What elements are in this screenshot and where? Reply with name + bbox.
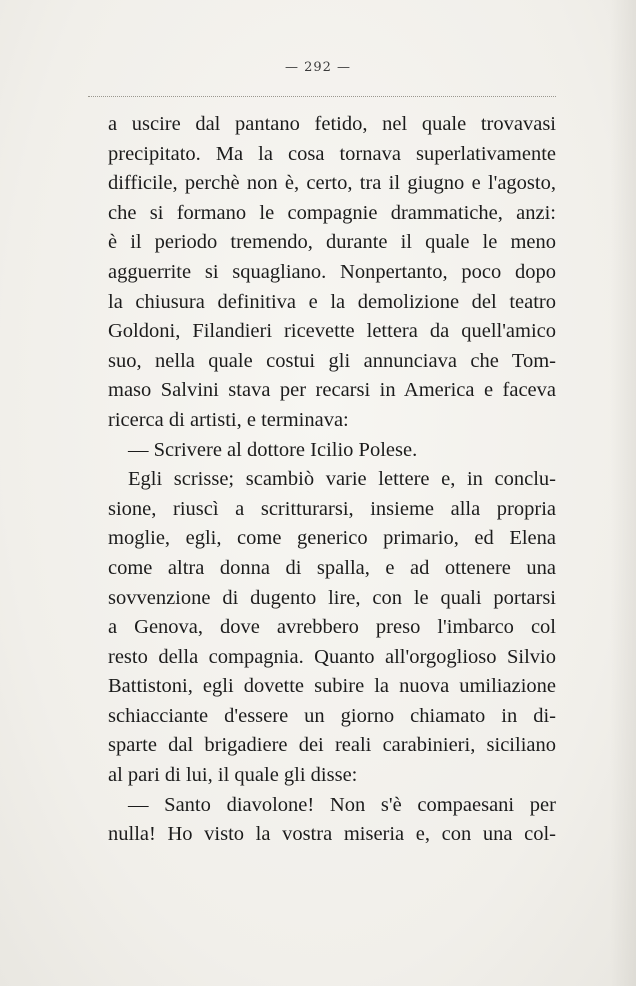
text-line: come altra donna di spalla, e ad ottenere una xyxy=(108,556,556,579)
text-line: maso Salvini stava per recarsi in America e faceva xyxy=(108,379,556,402)
text-line: Battistoni, egli dovette subire la nuova umiliazione xyxy=(108,675,556,698)
text-line: agguerrite si squagliano. Nonpertanto, poco dopo xyxy=(108,260,556,283)
text-line: sovvenzione di dugento lire, con le quali portarsi xyxy=(108,586,556,609)
text-line: difficile, perchè non è, certo, tra il giugno e l'agosto, xyxy=(108,172,556,195)
text-line: al pari di lui, il quale gli disse: xyxy=(108,764,358,787)
text-line: moglie, egli, come generico primario, ed Elena xyxy=(108,527,556,550)
text-line: ricerca di artisti, e terminava: xyxy=(108,408,349,431)
text-line: che si formano le compagnie drammatiche, anzi: xyxy=(108,201,556,224)
text-line: è il periodo tremendo, durante il quale le meno xyxy=(108,231,556,254)
text-line: la chiusura definitiva e la demolizione del teatro xyxy=(108,290,556,313)
text-line: sparte dal brigadiere dei reali carabinieri, siciliano xyxy=(108,734,556,757)
text-line: suo, nella quale costui gli annunciava che Tom- xyxy=(108,349,556,372)
page-number: — 292 — xyxy=(284,60,352,75)
paragraph-start-line: Egli scrisse; scambiò varie lettere e, in conclu- xyxy=(128,468,556,491)
text-line: sione, riuscì a scritturarsi, insieme alla propria xyxy=(108,497,556,520)
text-line: schiacciante d'essere un giorno chiamato in di- xyxy=(108,704,556,727)
header-rule xyxy=(88,96,556,97)
dialogue-line: — Santo diavolone! Non s'è compaesani per xyxy=(128,793,556,816)
text-line: a Genova, dove avrebbero preso l'imbarco col xyxy=(108,616,556,639)
text-line: a uscire dal pantano fetido, nel quale trovavasi xyxy=(108,113,556,135)
text-line: Goldoni, Filandieri ricevette lettera da quell'amico xyxy=(108,320,556,343)
body-text xyxy=(108,110,556,850)
text-line: precipitato. Ma la cosa tornava superlativamente xyxy=(108,142,556,165)
dialogue-line: — Scrivere al dottore Icilio Polese. xyxy=(128,438,418,461)
text-line: nulla! Ho visto la vostra miseria e, con una col- xyxy=(108,823,556,846)
text-line: resto della compagnia. Quanto all'orgoglioso Silvio xyxy=(108,645,556,668)
